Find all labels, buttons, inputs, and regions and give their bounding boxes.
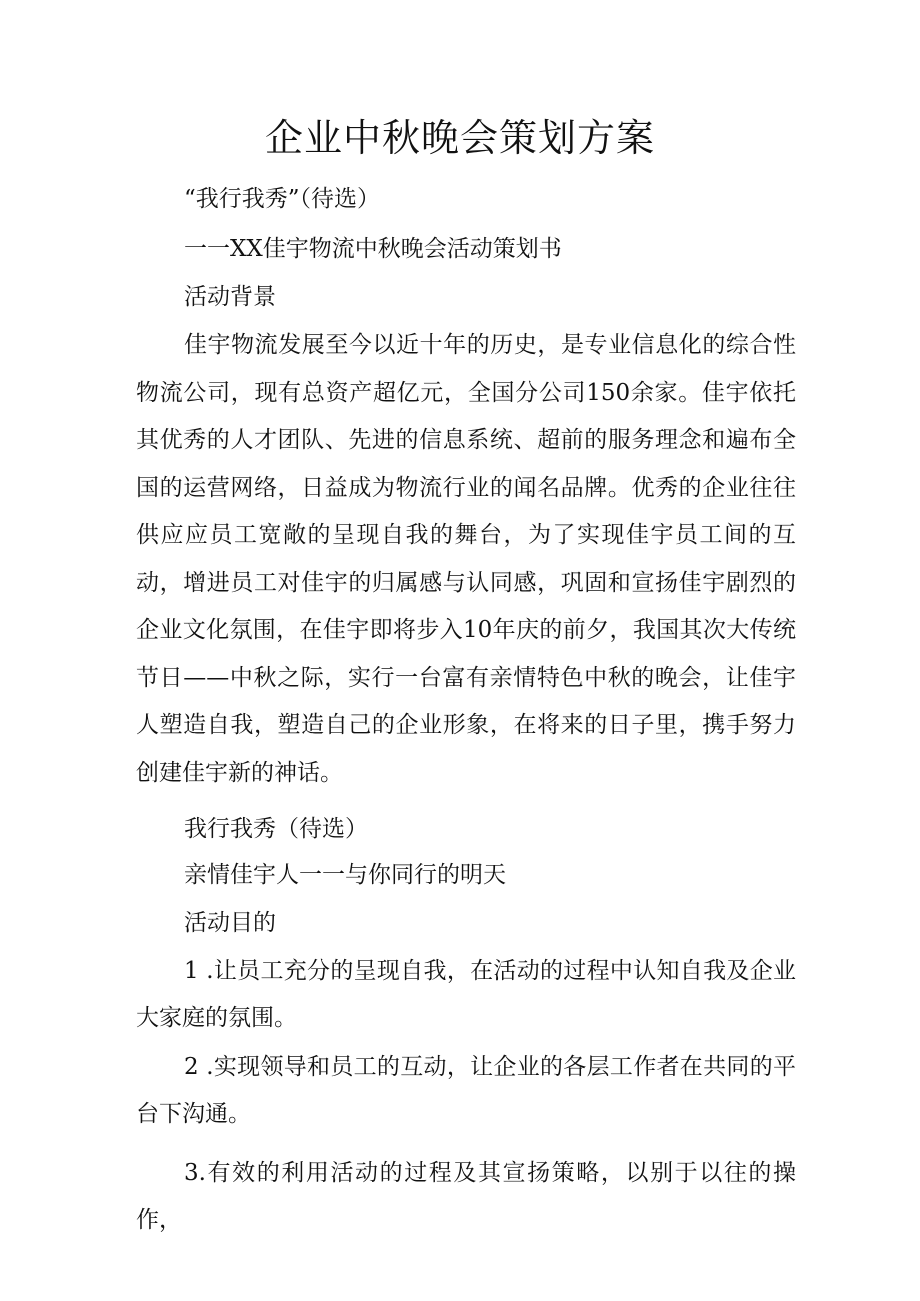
theme-sub-line: 亲情佳宇人一一与你同行的明天 — [184, 862, 506, 888]
section-heading-background: 活动背景 — [184, 284, 276, 310]
subtitle-line: 一一XX佳宇物流中秋晚会活动策划书 — [184, 236, 562, 262]
section-heading-goals: 活动目的 — [184, 910, 276, 936]
goal-item-1: 1 .让员工充分的呈现自我，在活动的过程中认知自我及企业大家庭的氛围。 — [136, 958, 796, 1031]
background-paragraph: 佳宇物流发展至今以近十年的历史，是专业信息化的综合性物流公司，现有总资产超亿元，全国分公司150余家。佳宇依托其优秀的人才团队、先进的信息系统、超前的服务理念和遍布全国的运营网络，日益成为物流行业的闻名品牌。优秀的企业往往供应应员工宽敞的呈现自我的舞台，为了实现佳宇员工间的互动，增进员工对佳宇的归属感与认同感，巩固和宣扬佳宇剧烈的企业文化氛围，在佳宇即将步入10年庆的前夕，我国其次大传统节日——中秋之际，实行一台富有亲情特色中秋的晚会，让佳宇人塑造自我，塑造自己的企业形象，在将来的日子里，携手努力创建佳宇新的神话。 — [136, 332, 796, 786]
slogan-line: “我行我秀”（待选） — [184, 186, 381, 212]
theme-line: 我行我秀（待选） — [184, 816, 368, 842]
document-title: 企业中秋晚会策划方案 — [264, 116, 655, 160]
goal-item-3: 3.有效的利用活动的过程及其宣扬策略，以别于以往的操作， — [136, 1160, 796, 1233]
goal-item-2: 2 .实现领导和员工的互动，让企业的各层工作者在共同的平台下沟通。 — [136, 1054, 796, 1127]
